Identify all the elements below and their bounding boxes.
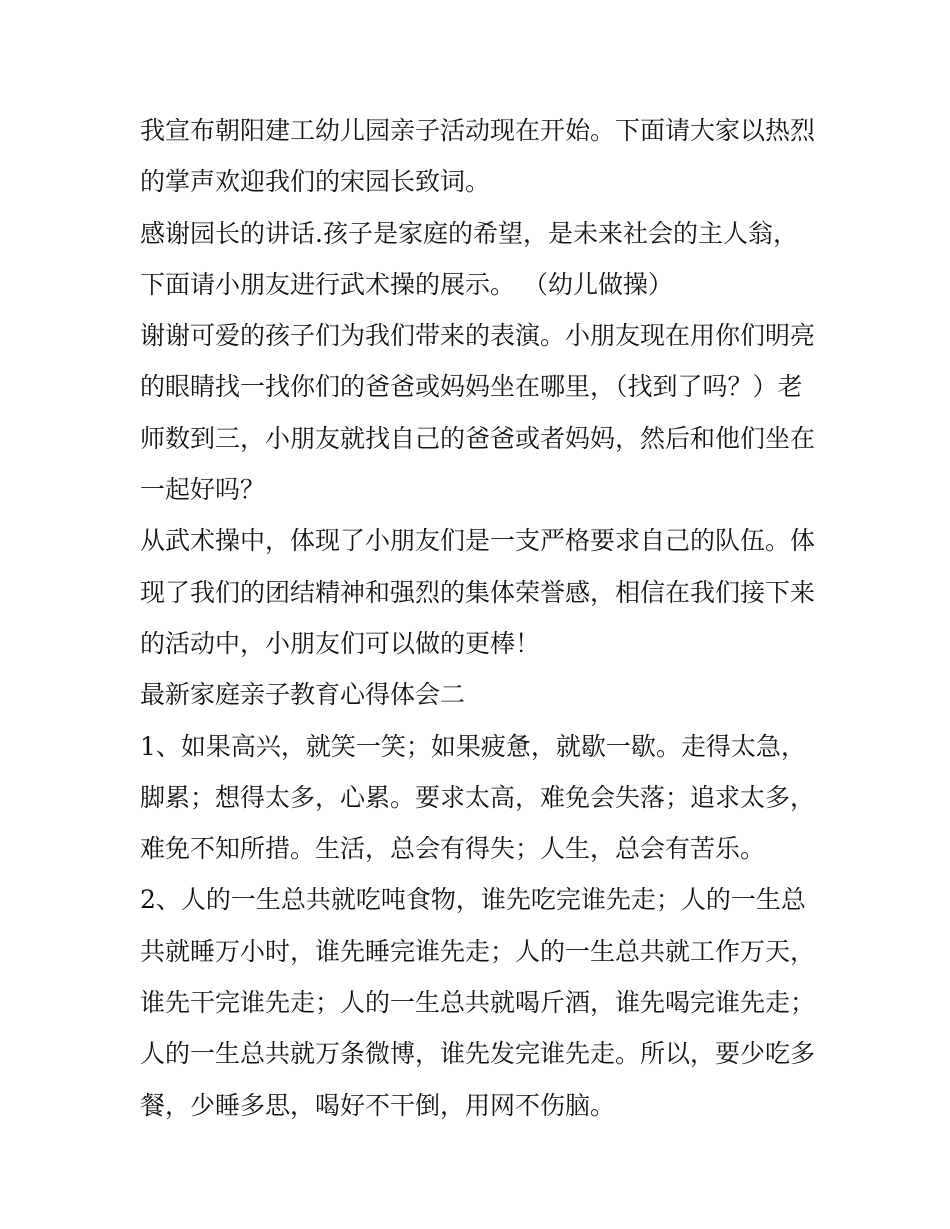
text-line-10: 现了我们的团结精神和强烈的集体荣誉感，相信在我们接下来	[140, 577, 816, 607]
text-line-7: 师数到三，小朋友就找自己的爸爸或者妈妈，然后和他们坐在	[140, 423, 816, 453]
text-line-13: 1、如果高兴，就笑一笑；如果疲惫，就歇一歇。走得太急，	[140, 731, 806, 761]
text-line-6: 的眼睛找一找你们的爸爸或妈妈坐在哪里，（找到了吗？）老	[140, 372, 803, 402]
text-line-9: 从武术操中，体现了小朋友们是一支严格要求自己的队伍。体	[140, 526, 816, 556]
text-line-16: 2、人的一生总共就吃吨食物，谁先吃完谁先走；人的一生总	[140, 885, 806, 915]
text-line-18: 谁先干完谁先走；人的一生总共就喝斤酒，谁先喝完谁先走；	[140, 988, 816, 1018]
text-line-8: 一起好吗？	[140, 475, 266, 505]
text-line-17: 共就睡万小时，谁先睡完谁先走；人的一生总共就工作万天，	[140, 936, 816, 966]
document-body	[140, 105, 830, 1131]
text-line-4: 下面请小朋友进行武术操的展示。 （幼儿做操）	[140, 269, 673, 299]
section-heading: 最新家庭亲子教育心得体会二	[140, 680, 466, 710]
text-line-11: 的活动中，小朋友们可以做的更棒！	[140, 628, 541, 658]
text-line-19: 人的一生总共就万条微博，谁先发完谁先走。所以，要少吃多	[140, 1039, 816, 1069]
text-line-3: 感谢园长的讲话.孩子是家庭的希望，是未来社会的主人翁，	[140, 218, 798, 248]
text-line-14: 脚累；想得太多，心累。要求太高，难免会失落；追求太多，	[140, 782, 816, 812]
text-line-5: 谢谢可爱的孩子们为我们带来的表演。小朋友现在用你们明亮	[140, 321, 816, 351]
text-line-1: 我宣布朝阳建工幼儿园亲子活动现在开始。下面请大家以热烈	[140, 116, 816, 145]
text-line-20: 餐，少睡多思，喝好不干倒，用网不伤脑。	[140, 1090, 616, 1120]
text-line-2: 的掌声欢迎我们的宋园长致词。	[140, 167, 491, 197]
text-line-15: 难免不知所措。生活，总会有得失；人生，总会有苦乐。	[140, 834, 766, 864]
